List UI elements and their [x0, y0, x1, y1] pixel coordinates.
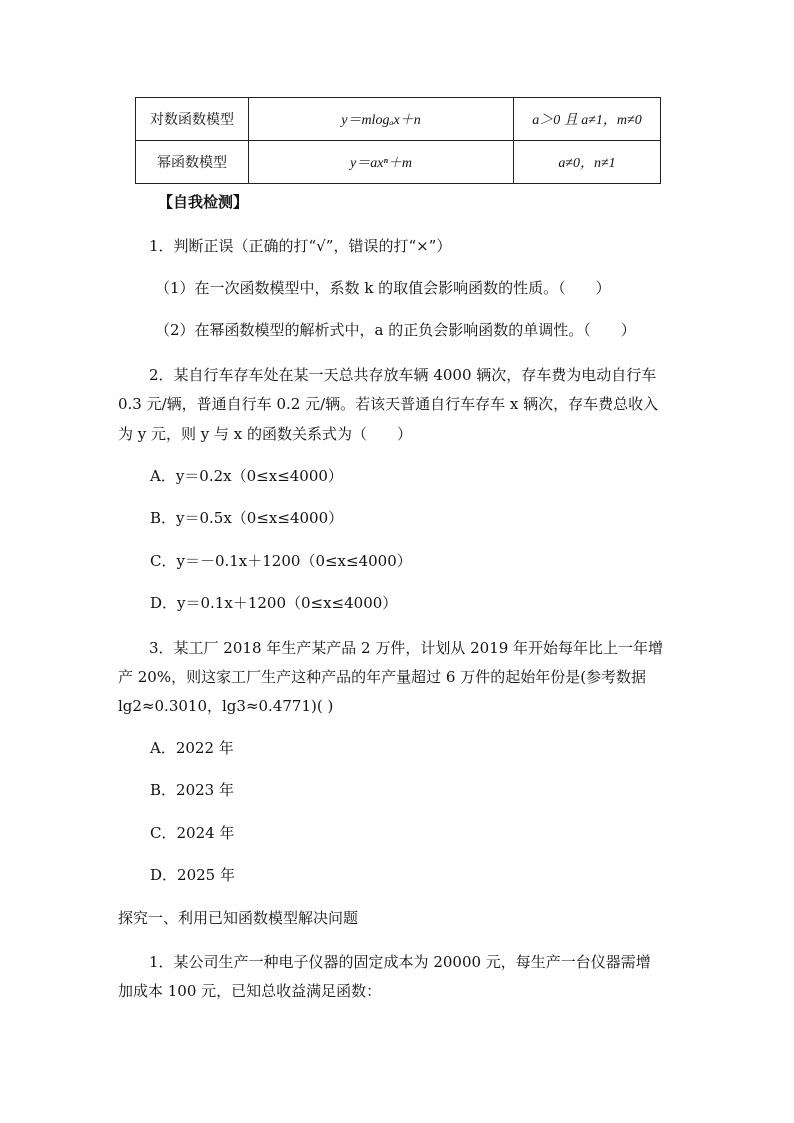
question-3-line-2: 产 20%，则这家工厂生产这种产品的年产量超过 6 万件的起始年份是(参考数据 — [118, 668, 647, 686]
question-2-line-1: 2．某自行车存车处在某一天总共存放车辆 4000 辆次，存车费为电动自行车 — [149, 366, 657, 384]
question-1-part-1: （1）在一次函数模型中，系数 k 的取值会影响函数的性质。（ ） — [155, 279, 611, 297]
model-formula: y＝mlogₐx＋n — [249, 98, 514, 141]
question-3-line-3: lg2≈0.3010，lg3≈0.4771)( ) — [118, 697, 334, 715]
explore-heading: 探究一、利用已知函数模型解决问题 — [118, 909, 359, 927]
question-3-option-a: A．2022 年 — [150, 739, 234, 757]
question-2-option-b: B．y＝0.5x（0≤x≤4000） — [150, 509, 344, 527]
table-row — [136, 98, 661, 141]
question-2-line-3: 为 y 元，则 y 与 x 的函数关系式为（ ） — [118, 425, 413, 443]
model-condition: a＞0 且 a≠1，m≠0 — [514, 98, 661, 141]
question-3-option-d: D．2025 年 — [150, 866, 235, 884]
model-name: 对数函数模型 — [136, 98, 249, 141]
question-3-line-1: 3．某工厂 2018 年生产某产品 2 万件，计划从 2019 年开始每年比上一年增 — [149, 639, 664, 657]
question-2-line-2: 0.3 元/辆，普通自行车 0.2 元/辆。若该天普通自行车存车 x 辆次，存车费总收入 — [118, 395, 659, 413]
model-condition: a≠0，n≠1 — [514, 141, 661, 184]
question-3-option-c: C．2024 年 — [150, 824, 235, 842]
explore-1-line-2: 加成本 100 元，已知总收益满足函数： — [118, 982, 382, 1000]
question-1-stem: 1．判断正误（正确的打“√”，错误的打“×”） — [149, 237, 452, 255]
question-2-option-c: C．y＝－0.1x＋1200（0≤x≤4000） — [150, 552, 412, 570]
question-3-option-b: B．2023 年 — [150, 781, 234, 799]
explore-1-line-1: 1．某公司生产一种电子仪器的固定成本为 20000 元，每生产一台仪器需增 — [149, 953, 651, 971]
question-1-part-2: （2）在幂函数模型的解析式中，a 的正负会影响函数的单调性。（ ） — [155, 321, 636, 339]
model-name: 幂函数模型 — [136, 141, 249, 184]
question-2-option-d: D．y＝0.1x＋1200（0≤x≤4000） — [150, 594, 398, 612]
table-row — [136, 141, 661, 184]
model-formula: y＝axⁿ＋m — [249, 141, 514, 184]
self-test-heading: 【自我检测】 — [158, 193, 249, 211]
function-model-table — [135, 97, 661, 184]
question-2-option-a: A．y＝0.2x（0≤x≤4000） — [150, 467, 343, 485]
